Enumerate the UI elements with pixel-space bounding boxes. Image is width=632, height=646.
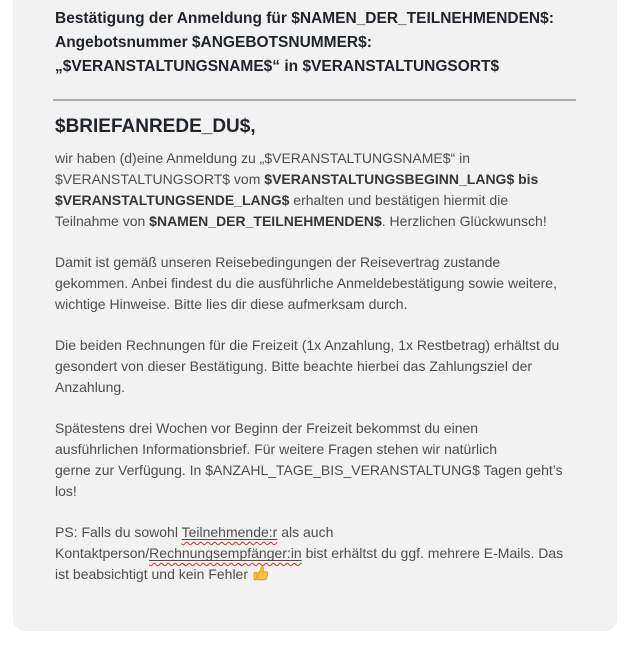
placeholder-bold-text: $VERANSTALTUNGSENDE_LANG$ [55, 192, 290, 208]
text-run: Spätestens drei Wochen vor Beginn der Freizeit bekommst du einen [55, 420, 479, 436]
greeting-heading: $BRIEFANREDE_DU$, [55, 116, 256, 137]
text-line [55, 460, 579, 481]
text-run: ausführlichen Informationsbrief. Für weitere Fragen stehen wir natürlich [55, 441, 497, 457]
text-run: Anzahlung. [55, 379, 126, 395]
inline-link[interactable] [149, 545, 302, 561]
email-content-card [13, 0, 617, 631]
text-run: . Herzlichen Glückwunsch! [381, 213, 547, 229]
text-run: Damit ist gemäß unseren Reisebedingungen der Reisevertrag zustande [55, 254, 501, 270]
text-line [55, 190, 579, 211]
text-line [55, 481, 579, 502]
text-run: $VERANSTALTUNGSORT$ vom [55, 171, 265, 187]
paragraph-info-letter [55, 418, 579, 502]
text-run: ist beabsichtigt und kein Fehler [55, 566, 252, 582]
paragraph-invoices [55, 335, 579, 398]
subject-divider [53, 99, 576, 101]
subject-line: „$VERANSTALTUNGSNAME$“ in $VERANSTALTUNGSORT$ [55, 58, 500, 75]
misspelled-word: Rechnungsempfänger:in [149, 545, 302, 561]
placeholder-bold-text: $NAMEN_DER_TEILNEHMENDEN$ [149, 213, 382, 229]
text-line [55, 148, 579, 169]
text-line [55, 564, 579, 585]
text-line [55, 522, 579, 543]
misspelled-word: Teilnehmende:r [181, 524, 278, 540]
email-subject [55, 7, 579, 79]
text-run: los! [55, 483, 77, 499]
text-run: wichtige Hinweise. Bitte lies dir diese aufmerksam durch. [55, 296, 408, 312]
text-run: als auch [277, 524, 334, 540]
text-run: gerne zur Verfügung. In $ANZAHL_TAGE_BIS_VERANSTALTUNG$ Tagen geht’s [55, 462, 563, 478]
text-line [55, 273, 579, 294]
thumbs-up-emoji [253, 565, 270, 582]
text-line [55, 356, 579, 377]
paragraph-travel-contract [55, 252, 579, 315]
text-line [55, 252, 579, 273]
paragraph-confirmation [55, 148, 579, 232]
email-paragraphs [55, 148, 579, 585]
text-run: gesondert von dieser Bestätigung. Bitte beachte hierbei das Zahlungsziel der [55, 358, 533, 374]
text-line [55, 211, 579, 232]
text-run: bist erhältst du ggf. mehrere E-Mails. Das [301, 545, 564, 561]
text-line [55, 543, 579, 564]
inline-link[interactable] [182, 524, 278, 540]
text-line [55, 439, 579, 460]
subject-line: Bestätigung der Anmeldung für $NAMEN_DER_TEILNEHMENDEN$: [55, 10, 554, 27]
text-run: wir haben (d)eine Anmeldung zu „$VERANSTALTUNGSNAME$“ in [55, 150, 470, 166]
text-run: Teilnahme von [55, 213, 150, 229]
text-line [55, 377, 579, 398]
text-run: erhalten und bestätigen hiermit die [289, 192, 509, 208]
subject-line: Angebotsnummer $ANGEBOTSNUMMER$: [55, 34, 372, 51]
text-run: PS: Falls du sowohl [55, 524, 182, 540]
text-line [55, 335, 579, 356]
paragraph-ps-note [55, 522, 579, 585]
text-run: Die beiden Rechnungen für die Freizeit (1x Anzahlung, 1x Restbetrag) erhältst du [55, 337, 560, 353]
text-run: Kontaktperson/ [55, 545, 150, 561]
text-line [55, 418, 579, 439]
text-run: gekommen. Anbei findest du die ausführliche Anmeldebestätigung sowie weitere, [55, 275, 557, 291]
text-line [55, 169, 579, 190]
text-line [55, 294, 579, 315]
placeholder-bold-text: $VERANSTALTUNGSBEGINN_LANG$ bis [264, 171, 539, 187]
